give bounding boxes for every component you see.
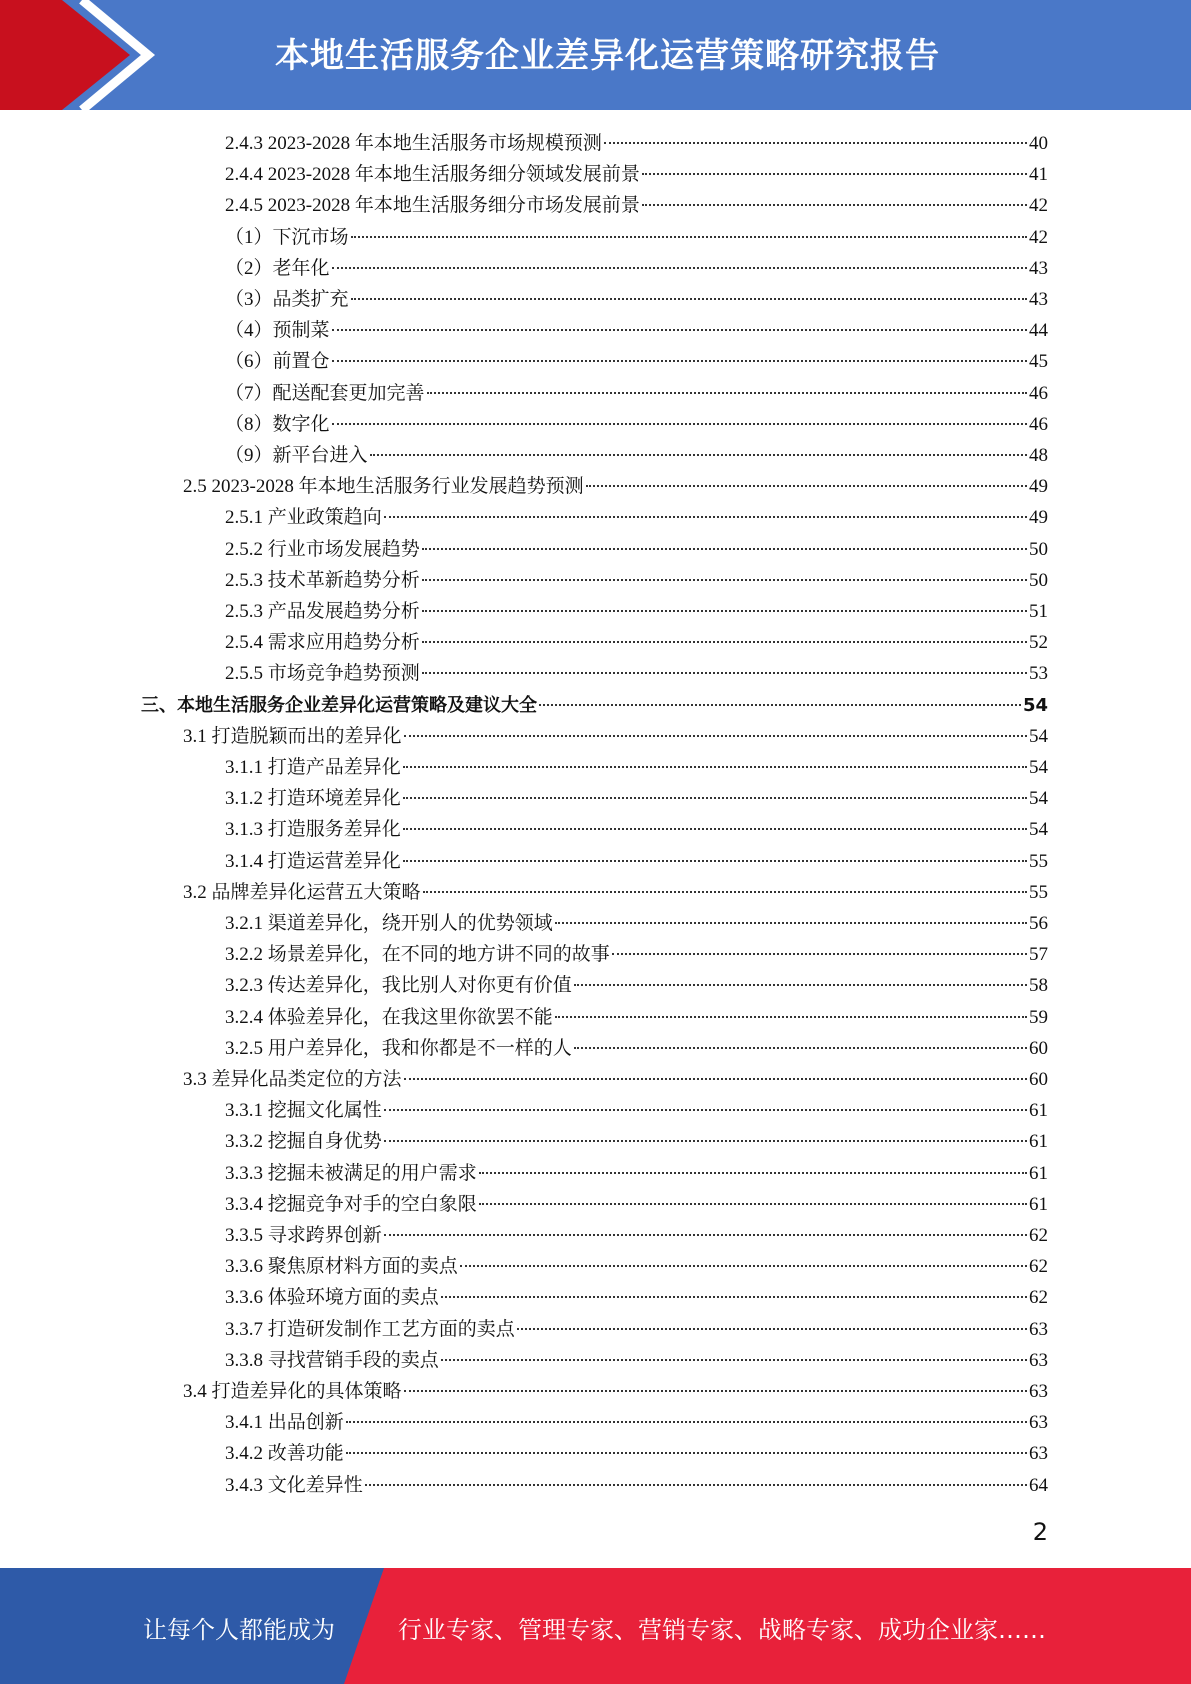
toc-entry[interactable]: [225, 346, 1048, 377]
toc-dot-leader: [555, 1015, 1027, 1018]
toc-entry[interactable]: [183, 877, 1048, 908]
toc-entry[interactable]: [225, 970, 1048, 1001]
toc-dot-leader: [384, 1233, 1027, 1236]
toc-entry-page: 61: [1029, 1131, 1048, 1153]
toc-dot-leader: [574, 1046, 1027, 1049]
toc-entry-title: 2.5.2 行业市场发展趋势: [225, 538, 420, 560]
toc-entry-page: 64: [1029, 1474, 1048, 1496]
toc-entry-title: 3.2.5 用户差异化，我和你都是不一样的人: [225, 1037, 572, 1059]
toc-entry-title: 3.3.3 挖掘未被满足的用户需求: [225, 1162, 477, 1184]
toc-entry-title: 2.4.3 2023-2028 年本地生活服务市场规模预测: [225, 133, 602, 154]
toc-dot-leader: [351, 297, 1027, 300]
toc-entry-title: （4）预制菜: [225, 320, 330, 342]
toc-entry-page: 58: [1029, 975, 1048, 997]
toc-entry[interactable]: [225, 1095, 1048, 1126]
toc-entry-page: 44: [1029, 320, 1048, 342]
toc-entry-title: 三、本地生活服务企业差异化运营策略及建议大全: [141, 694, 537, 716]
toc-entry-page: 57: [1029, 944, 1048, 966]
toc-entry-page: 54: [1022, 694, 1048, 716]
toc-entry-page: 49: [1029, 476, 1048, 498]
toc-entry[interactable]: [225, 440, 1048, 471]
toc-entry-title: 3.4.1 出品创新: [225, 1412, 344, 1434]
toc-dot-leader: [479, 1171, 1027, 1174]
toc-entry-title: 3.3.8 寻找营销手段的卖点: [225, 1349, 439, 1371]
toc-entry-title: （9）新平台进入: [225, 445, 368, 466]
toc-dot-leader: [479, 1202, 1027, 1205]
toc-dot-leader: [365, 1483, 1027, 1486]
toc-entry[interactable]: [225, 1470, 1048, 1501]
toc-dot-leader: [404, 1389, 1027, 1392]
toc-entry-page: 62: [1029, 1287, 1048, 1309]
toc-entry-title: 3.3.6 体验环境方面的卖点: [225, 1287, 439, 1309]
toc-entry[interactable]: [225, 315, 1048, 346]
toc-entry-title: 3.2.2 场景差异化，在不同的地方讲不同的故事: [225, 944, 610, 966]
toc-dot-leader: [346, 1451, 1027, 1454]
toc-entry[interactable]: [225, 409, 1048, 440]
toc-entry[interactable]: [183, 471, 1048, 502]
page-number: 2: [1032, 1518, 1048, 1546]
toc-entry-page: 46: [1029, 382, 1048, 404]
toc-entry[interactable]: [225, 1158, 1048, 1189]
toc-entry-title: 2.5.1 产业政策趋向: [225, 507, 382, 529]
toc-entry[interactable]: [225, 222, 1048, 253]
toc-dot-leader: [423, 890, 1027, 893]
toc-dot-leader: [574, 983, 1027, 986]
toc-entry-page: 62: [1029, 1225, 1048, 1246]
toc-dot-leader: [441, 1358, 1027, 1361]
toc-entry-page: 43: [1029, 257, 1048, 279]
toc-entry-page: 46: [1029, 413, 1048, 435]
header-banner: [0, 0, 1191, 110]
toc-entry-page: 55: [1029, 881, 1048, 903]
toc-entry[interactable]: [225, 1345, 1048, 1376]
toc-entry[interactable]: [225, 284, 1048, 315]
toc-entry-page: 43: [1029, 289, 1048, 310]
toc-dot-leader: [404, 734, 1027, 737]
toc-entry-page: 63: [1029, 1412, 1048, 1434]
toc-entry-page: 61: [1029, 1193, 1048, 1215]
toc-entry-title: 3.4.2 改善功能: [225, 1443, 344, 1465]
toc-dot-leader: [384, 1108, 1027, 1111]
toc-entry-page: 63: [1029, 1349, 1048, 1371]
toc-entry[interactable]: [225, 596, 1048, 627]
toc-entry-page: 63: [1029, 1381, 1048, 1402]
toc-dot-leader: [332, 328, 1027, 331]
toc-dot-leader: [351, 235, 1027, 238]
toc-dot-leader: [555, 921, 1027, 924]
toc-entry-title: 3.1.2 打造环境差异化: [225, 788, 401, 810]
toc-entry-title: 2.4.4 2023-2028 年本地生活服务细分领域发展前景: [225, 164, 640, 186]
toc-dot-leader: [403, 765, 1027, 768]
toc-entry-title: 2.5 2023-2028 年本地生活服务行业发展趋势预测: [183, 476, 584, 498]
toc-dot-leader: [384, 1139, 1027, 1142]
toc-entry-page: 59: [1029, 1006, 1048, 1028]
toc-entry-page: 63: [1029, 1318, 1048, 1340]
toc-entry[interactable]: [225, 752, 1048, 783]
toc-entry-title: 3.2.4 体验差异化，在我这里你欲罢不能: [225, 1006, 553, 1028]
toc-entry-title: 3.3.7 打造研发制作工艺方面的卖点: [225, 1318, 515, 1340]
toc-entry-title: 3.4.3 文化差异性: [225, 1474, 363, 1496]
toc-entry-title: 2.5.5 市场竞争趋势预测: [225, 663, 420, 685]
toc-entry-title: 3.3.5 寻求跨界创新: [225, 1225, 382, 1246]
report-title: 本地生活服务企业差异化运营策略研究报告: [275, 36, 940, 76]
toc-entry-page: 48: [1029, 445, 1048, 466]
toc-entry-title: 3.3.6 聚焦原材料方面的卖点: [225, 1256, 458, 1278]
toc-entry-page: 51: [1029, 601, 1048, 622]
toc-entry-title: 3.1.4 打造运营差异化: [225, 850, 401, 872]
toc-dot-leader: [422, 609, 1027, 612]
toc-dot-leader: [384, 515, 1027, 518]
toc-dot-leader: [332, 359, 1027, 362]
toc-entry-title: （8）数字化: [225, 413, 330, 435]
toc-entry-page: 54: [1029, 725, 1048, 747]
toc-entry-title: （6）前置仓: [225, 351, 330, 373]
toc-entry[interactable]: [225, 627, 1048, 658]
toc-entry-title: 3.3.2 挖掘自身优势: [225, 1131, 382, 1153]
toc-entry-title: 2.5.3 产品发展趋势分析: [225, 601, 420, 622]
toc-entry-page: 62: [1029, 1256, 1048, 1278]
toc-entry[interactable]: [225, 253, 1048, 284]
toc-entry[interactable]: [225, 1220, 1048, 1251]
toc-dot-leader: [403, 827, 1027, 830]
toc-entry-title: 3.1 打造脱颖而出的差异化: [183, 725, 402, 747]
toc-entry[interactable]: [225, 128, 1048, 159]
toc-dot-leader: [403, 796, 1027, 799]
toc-entry[interactable]: [225, 783, 1048, 814]
toc-entry-title: 2.5.4 需求应用趋势分析: [225, 632, 420, 654]
toc-entry-page: 41: [1029, 164, 1048, 186]
toc-entry-page: 50: [1029, 538, 1048, 560]
toc-dot-leader: [642, 203, 1027, 206]
toc-entry-page: 40: [1029, 133, 1048, 154]
toc-entry[interactable]: [225, 1282, 1048, 1313]
toc-entry[interactable]: [183, 721, 1048, 752]
toc-entry-title: 3.3 差异化品类定位的方法: [183, 1069, 402, 1090]
footer-banner: [0, 1568, 1191, 1684]
toc-entry-title: 3.2 品牌差异化运营五大策略: [183, 881, 421, 903]
toc-dot-leader: [427, 391, 1027, 394]
toc-entry-page: 56: [1029, 913, 1048, 934]
toc-dot-leader: [642, 172, 1027, 175]
toc-dot-leader: [460, 1264, 1027, 1267]
toc-entry[interactable]: [225, 1002, 1048, 1033]
toc-entry[interactable]: [141, 690, 1048, 721]
toc-entry-page: 52: [1029, 632, 1048, 654]
toc-entry-title: 3.2.1 渠道差异化，绕开别人的优势领域: [225, 913, 553, 934]
toc-entry[interactable]: [225, 1438, 1048, 1469]
toc-entry-page: 63: [1029, 1443, 1048, 1465]
toc-entry[interactable]: [225, 159, 1048, 190]
toc-entry[interactable]: [225, 1189, 1048, 1220]
toc-entry[interactable]: [225, 190, 1048, 221]
toc-entry[interactable]: [225, 502, 1048, 533]
toc-dot-leader: [332, 422, 1027, 425]
toc-entry-page: 45: [1029, 351, 1048, 373]
toc-entry[interactable]: [225, 1033, 1048, 1064]
toc-entry[interactable]: [183, 1064, 1048, 1095]
toc-entry[interactable]: [225, 1126, 1048, 1157]
toc-entry[interactable]: [225, 565, 1048, 596]
toc-dot-leader: [422, 578, 1027, 581]
toc-entry-page: 61: [1029, 1162, 1048, 1184]
toc-entry-title: 3.1.1 打造产品差异化: [225, 757, 401, 778]
toc-dot-leader: [422, 547, 1027, 550]
toc-dot-leader: [332, 266, 1027, 269]
toc-entry-page: 49: [1029, 507, 1048, 529]
toc-entry-page: 54: [1029, 788, 1048, 810]
toc-entry-title: 3.4 打造差异化的具体策略: [183, 1381, 402, 1402]
toc-entry[interactable]: [225, 814, 1048, 845]
toc-entry-title: （1）下沉市场: [225, 226, 349, 248]
toc-entry-page: 60: [1029, 1037, 1048, 1059]
toc-entry[interactable]: [225, 1251, 1048, 1282]
toc-entry-page: 42: [1029, 226, 1048, 248]
toc-entry-page: 55: [1029, 850, 1048, 872]
toc-entry[interactable]: [225, 534, 1048, 565]
toc-dot-leader: [539, 703, 1021, 706]
toc-entry[interactable]: [225, 1407, 1048, 1438]
toc-entry[interactable]: [225, 846, 1048, 877]
toc-entry-title: 2.5.3 技术革新趋势分析: [225, 569, 420, 591]
toc-entry-title: 3.3.4 挖掘竞争对手的空白象限: [225, 1193, 477, 1215]
toc-entry[interactable]: [225, 939, 1048, 970]
toc-dot-leader: [403, 859, 1027, 862]
toc-dot-leader: [346, 1420, 1027, 1423]
toc-dot-leader: [404, 1077, 1027, 1080]
toc-entry-page: 60: [1029, 1069, 1048, 1090]
toc-dot-leader: [441, 1295, 1027, 1298]
toc-entry[interactable]: [225, 378, 1048, 409]
toc-dot-leader: [604, 141, 1027, 144]
toc-entry-page: 42: [1029, 195, 1048, 217]
toc-entry[interactable]: [225, 658, 1048, 689]
toc-entry-page: 61: [1029, 1100, 1048, 1122]
toc-entry-title: 3.3.1 挖掘文化属性: [225, 1100, 382, 1122]
toc-entry-page: 54: [1029, 757, 1048, 778]
toc-entry-title: （2）老年化: [225, 257, 330, 279]
footer-slogan-right: 行业专家、管理专家、营销专家、战略专家、成功企业家……: [398, 1616, 1046, 1644]
toc-entry-title: （7）配送配套更加完善: [225, 382, 425, 404]
toc-dot-leader: [422, 671, 1027, 674]
toc-dot-leader: [422, 640, 1027, 643]
toc-entry[interactable]: [225, 908, 1048, 939]
toc-entry-title: 2.4.5 2023-2028 年本地生活服务细分市场发展前景: [225, 195, 640, 217]
toc-entry-page: 50: [1029, 569, 1048, 591]
toc-entry[interactable]: [183, 1376, 1048, 1407]
footer-slogan-left: 让每个人都能成为: [143, 1616, 335, 1644]
toc-dot-leader: [517, 1327, 1027, 1330]
toc-entry-title: （3）品类扩充: [225, 289, 349, 310]
toc-entry-page: 54: [1029, 819, 1048, 841]
toc-entry-title: 3.2.3 传达差异化，我比别人对你更有价值: [225, 975, 572, 997]
toc-entry-page: 53: [1029, 663, 1048, 685]
toc-dot-leader: [370, 453, 1027, 456]
toc-dot-leader: [586, 484, 1027, 487]
toc-dot-leader: [612, 952, 1027, 955]
toc-entry-title: 3.1.3 打造服务差异化: [225, 819, 401, 841]
toc-entry[interactable]: [225, 1314, 1048, 1345]
